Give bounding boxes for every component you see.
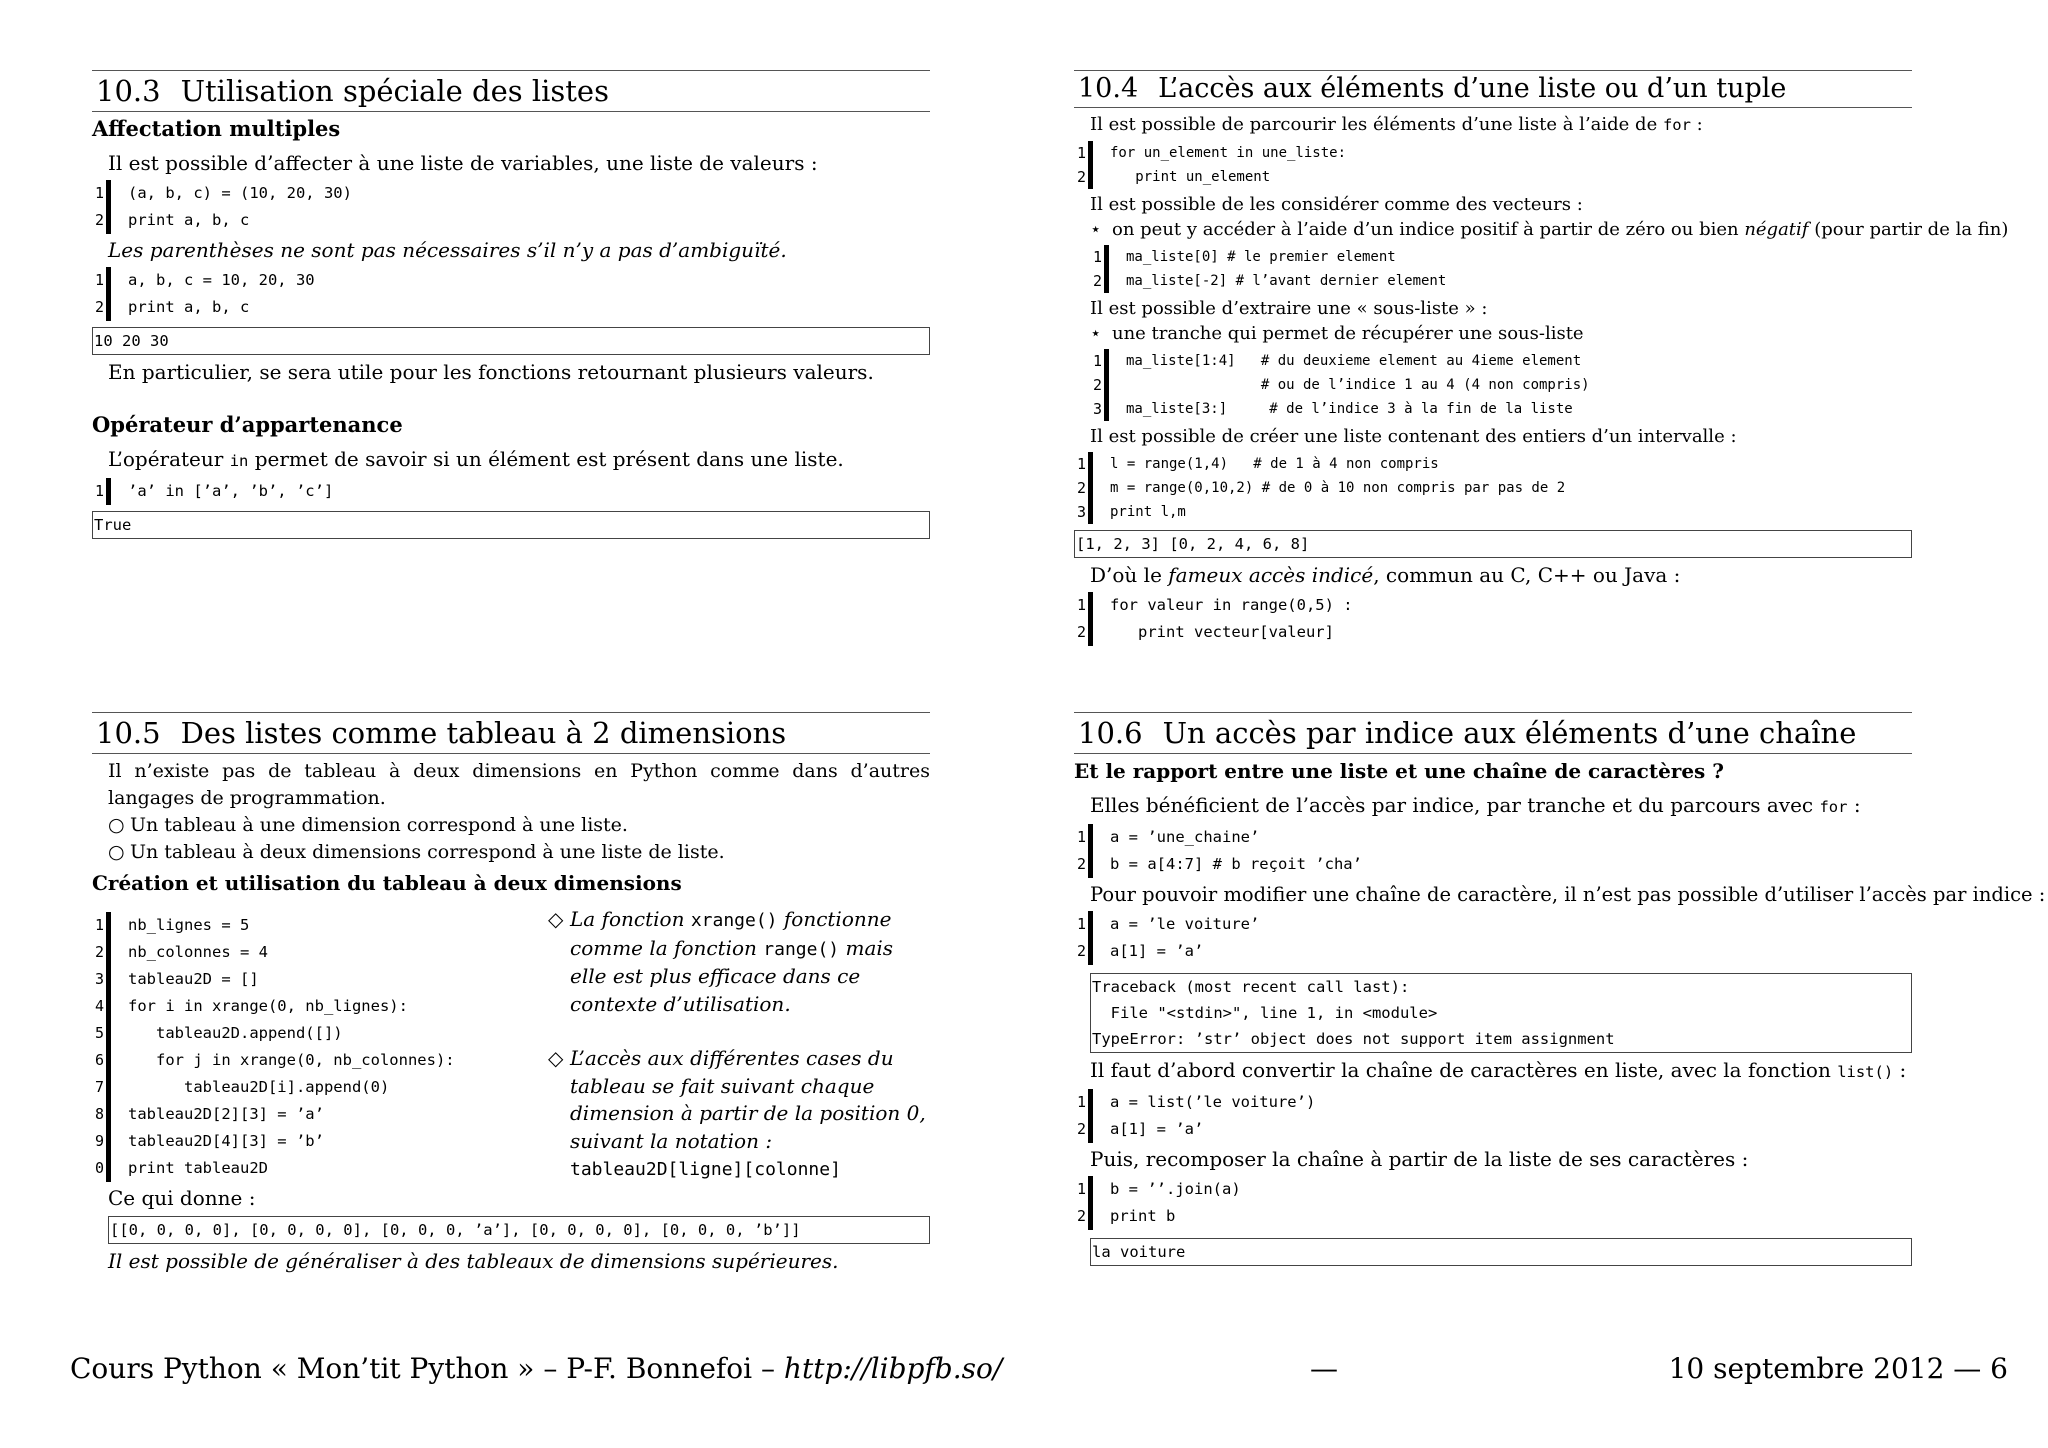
paragraph: Ce qui donne :	[108, 1186, 256, 1210]
code-line	[1076, 619, 1912, 646]
code-text: print b	[1110, 1207, 1176, 1225]
code-text: a[1] = ’a’	[1110, 1120, 1204, 1138]
code-gutter-bar	[1088, 619, 1093, 646]
code-gutter-bar	[1088, 141, 1093, 165]
bullet-item: ⋆ on peut y accéder à l’aide d’un indice positif à partir de zéro ou bien négatif (pour partir de la fin)	[1090, 219, 2009, 240]
diamond-icon: ◇	[548, 1046, 564, 1070]
code-line	[94, 294, 930, 321]
line-number: 2	[94, 211, 104, 229]
code-text: tableau2D.append([])	[128, 1024, 343, 1042]
line-number: 2	[1076, 623, 1086, 641]
code-line	[1076, 1176, 1912, 1203]
italic-note: Les parenthèses ne sont pas nécessaires s’il n’y a pas d’ambiguïté.	[108, 238, 787, 262]
code-line	[94, 267, 930, 294]
circle-bullet-icon: ○	[108, 841, 125, 863]
paragraph: Elles bénéficient de l’accès par indice, par tranche et du parcours avec for :	[1090, 793, 1861, 817]
code-gutter-bar	[106, 1020, 111, 1047]
code-text: for valeur in range(0,5) :	[1110, 596, 1353, 614]
line-number: 5	[94, 1024, 104, 1042]
code-gutter-bar	[1088, 938, 1093, 965]
code-gutter-bar	[1088, 1176, 1093, 1203]
code-line	[1076, 824, 1912, 851]
code-gutter-bar	[106, 294, 111, 321]
line-number: 4	[94, 997, 104, 1015]
code-line	[1076, 1116, 1912, 1143]
output-box: la voiture	[1090, 1238, 1912, 1266]
side-notes	[548, 906, 930, 1211]
line-number: 1	[1092, 352, 1102, 370]
paragraph: Puis, recomposer la chaîne à partir de la liste de ses caractères :	[1090, 1147, 1749, 1171]
code-line	[94, 1047, 526, 1074]
code-line	[1076, 165, 1912, 189]
code-line	[1076, 476, 1912, 500]
code-text: ma_liste[-2] # l’avant dernier element	[1126, 273, 1447, 289]
code-text: print tableau2D	[128, 1159, 268, 1177]
code-gutter-bar	[1104, 245, 1109, 269]
bullet-item: ⋆ une tranche qui permet de récupérer une sous-liste	[1090, 323, 1584, 344]
line-number: 3	[1092, 400, 1102, 418]
bullet-item: ○ Un tableau à deux dimensions correspond à une liste de liste.	[92, 839, 930, 866]
line-number: 1	[94, 271, 104, 289]
code-block	[1076, 1089, 1912, 1143]
section-title: 10.5 Des listes comme tableau à 2 dimensions	[92, 712, 930, 754]
code-text: a = ’une_chaine’	[1110, 828, 1260, 846]
code-block	[1076, 824, 1912, 878]
line-number: 2	[1092, 376, 1102, 394]
line-number: 0	[94, 1159, 104, 1177]
paragraph: D’où le fameux accès indicé, commun au C, C++ ou Java :	[1090, 563, 1681, 587]
section-10-4	[1074, 70, 2009, 649]
code-text: (a, b, c) = (10, 20, 30)	[128, 184, 352, 202]
line-number: 1	[1092, 248, 1102, 266]
code-block	[94, 912, 526, 1182]
code-gutter-bar	[106, 912, 111, 939]
line-number: 2	[94, 298, 104, 316]
italic-note: Il est possible de généraliser à des tableaux de dimensions supérieures.	[108, 1249, 839, 1273]
paragraph: Il est possible d’extraire une « sous-liste » :	[1090, 298, 1488, 319]
side-note: ◇ La fonction xrange() fonctionne comme la fonction range() mais elle est plus efficace dans ce contexte d’utilisation.	[548, 907, 894, 1016]
code-line	[94, 478, 930, 505]
code-line	[1092, 349, 1912, 373]
code-line	[1076, 1089, 1912, 1116]
code-text: ma_liste[1:4] # du deuxieme element au 4ieme element	[1126, 353, 1582, 369]
code-gutter-bar	[1088, 911, 1093, 938]
code-gutter-bar	[1088, 1203, 1093, 1230]
side-note: ◇ L’accès aux différentes cases du tableau se fait suivant chaque dimension à partir de la position 0, suivant la notation : tableau2D[ligne][colonne]	[548, 1046, 926, 1180]
code-line	[94, 1074, 526, 1101]
code-text: ma_liste[3:] # de l’indice 3 à la fin de la liste	[1126, 401, 1573, 417]
code-line	[1092, 397, 1912, 421]
code-gutter-bar	[1088, 824, 1093, 851]
code-text: a = ’le voiture’	[1110, 915, 1260, 933]
line-number: 1	[1076, 1093, 1086, 1111]
line-number: 6	[94, 1051, 104, 1069]
code-gutter-bar	[1104, 397, 1109, 421]
code-line	[94, 1155, 526, 1182]
section-title: 10.4 L’accès aux éléments d’une liste ou d’un tuple	[1074, 70, 1912, 108]
code-gutter-bar	[106, 478, 111, 505]
code-text: a, b, c = 10, 20, 30	[128, 271, 315, 289]
code-line	[1076, 592, 1912, 619]
line-number: 2	[1076, 479, 1086, 497]
code-block	[94, 267, 930, 321]
line-number: 2	[1076, 1207, 1086, 1225]
code-gutter-bar	[1088, 476, 1093, 500]
code-text: print a, b, c	[128, 298, 250, 316]
subheading-appartenance: Opérateur d’appartenance	[92, 412, 403, 437]
paragraph: Il n’existe pas de tableau à deux dimensions en Python comme dans d’autres langages de programmation.	[108, 760, 930, 809]
line-number: 1	[1076, 915, 1086, 933]
footer-link[interactable]: http://libpfb.so/	[783, 1352, 1003, 1385]
code-block	[1076, 141, 1912, 189]
code-text: for j in xrange(0, nb_colonnes):	[128, 1051, 455, 1069]
code-gutter-bar	[1104, 349, 1109, 373]
code-text: ’a’ in [’a’, ’b’, ’c’]	[128, 482, 334, 500]
paragraph: Il est possible d’affecter à une liste de variables, une liste de valeurs :	[108, 151, 818, 175]
line-number: 1	[1076, 1180, 1086, 1198]
subheading-rapport: Et le rapport entre une liste et une chaîne de caractères ?	[1074, 759, 1724, 783]
code-line	[94, 912, 526, 939]
code-text: m = range(0,10,2) # de 0 à 10 non compris par pas de 2	[1110, 480, 1566, 496]
code-block	[94, 180, 930, 234]
output-box: 10 20 30	[92, 327, 930, 355]
code-gutter-bar	[106, 180, 111, 207]
footer-left: Cours Python « Mon’tit Python » – P-F. Bonnefoi – http://libpfb.so/	[70, 1352, 1003, 1385]
output-box: True	[92, 511, 930, 539]
code-text: # ou de l’indice 1 au 4 (4 non compris)	[1126, 377, 1590, 393]
line-number: 1	[1076, 455, 1086, 473]
line-number: 1	[94, 916, 104, 934]
code-gutter-bar	[106, 267, 111, 294]
code-gutter-bar	[106, 939, 111, 966]
code-line	[94, 207, 930, 234]
code-text: l = range(1,4) # de 1 à 4 non compris	[1110, 456, 1439, 472]
code-gutter-bar	[1088, 851, 1093, 878]
code-line	[1076, 500, 1912, 524]
code-line	[94, 1128, 526, 1155]
diamond-icon: ◇	[548, 907, 564, 931]
code-gutter-bar	[1104, 269, 1109, 293]
code-block	[1076, 1176, 1912, 1230]
code-text: b = ’’.join(a)	[1110, 1180, 1241, 1198]
circle-bullet-icon: ○	[108, 814, 125, 836]
code-block	[1076, 452, 1912, 524]
code-block	[1076, 911, 1912, 965]
code-text: print un_element	[1110, 169, 1271, 185]
code-text: a = list(’le voiture’)	[1110, 1093, 1316, 1111]
code-text: a[1] = ’a’	[1110, 942, 1204, 960]
code-block	[94, 478, 930, 505]
code-gutter-bar	[1104, 373, 1109, 397]
code-gutter-bar	[106, 1128, 111, 1155]
code-line	[1076, 141, 1912, 165]
code-line	[94, 1101, 526, 1128]
code-gutter-bar	[106, 1155, 111, 1182]
code-gutter-bar	[106, 1101, 111, 1128]
code-text: b = a[4:7] # b reçoit ’cha’	[1110, 855, 1362, 873]
line-number: 3	[1076, 503, 1086, 521]
paragraph: En particulier, se sera utile pour les fonctions retournant plusieurs valeurs.	[108, 360, 874, 384]
paragraph: Il est possible de les considérer comme des vecteurs :	[1090, 194, 1583, 215]
section-10-3	[92, 70, 930, 543]
code-text: tableau2D[i].append(0)	[128, 1078, 390, 1096]
subheading-creation: Création et utilisation du tableau à deux dimensions	[92, 871, 682, 895]
code-line	[1076, 851, 1912, 878]
code-gutter-bar	[106, 966, 111, 993]
section-10-6	[1074, 712, 2046, 1270]
line-number: 1	[1076, 144, 1086, 162]
code-gutter-bar	[1088, 165, 1093, 189]
code-gutter-bar	[1088, 1116, 1093, 1143]
code-text: tableau2D = []	[128, 970, 259, 988]
line-number: 2	[1076, 168, 1086, 186]
code-line	[1076, 452, 1912, 476]
line-number: 1	[1076, 828, 1086, 846]
code-line	[1092, 373, 1912, 397]
paragraph: Il est possible de parcourir les éléments d’une liste à l’aide de for :	[1090, 114, 1703, 135]
line-number: 1	[94, 482, 104, 500]
code-line	[94, 939, 526, 966]
paragraph: Il faut d’abord convertir la chaîne de caractères en liste, avec la fonction list() :	[1090, 1058, 1907, 1082]
code-block	[1092, 349, 1912, 421]
output-box: Traceback (most recent call last): File "<stdin>", line 1, in <module> TypeError: ’str’ object does not support item assignment	[1090, 973, 1912, 1053]
section-title: 10.6 Un accès par indice aux éléments d’une chaîne	[1074, 712, 1912, 754]
code-gutter-bar	[106, 993, 111, 1020]
code-gutter-bar	[106, 1074, 111, 1101]
code-block	[1076, 592, 1912, 646]
footer-center: —	[1310, 1352, 1338, 1385]
section-title: 10.3 Utilisation spéciale des listes	[92, 70, 930, 112]
code-line	[94, 966, 526, 993]
line-number: 2	[1076, 1120, 1086, 1138]
subheading-affectation: Affectation multiples	[92, 116, 341, 141]
line-number: 3	[94, 970, 104, 988]
code-text: print a, b, c	[128, 211, 250, 229]
code-text: tableau2D[2][3] = ’a’	[128, 1105, 324, 1123]
code-gutter-bar	[1088, 452, 1093, 476]
code-block	[1092, 245, 1912, 293]
output-box: [1, 2, 3] [0, 2, 4, 6, 8]	[1074, 530, 1912, 558]
code-gutter-bar	[106, 1047, 111, 1074]
code-text: for un_element in une_liste:	[1110, 145, 1347, 161]
paragraph: Il est possible de créer une liste contenant des entiers d’un intervalle :	[1090, 426, 1737, 447]
code-line	[1076, 938, 1912, 965]
code-line	[94, 180, 930, 207]
code-text: tableau2D[4][3] = ’b’	[128, 1132, 324, 1150]
code-gutter-bar	[1088, 1089, 1093, 1116]
star-icon: ⋆	[1090, 219, 1102, 240]
line-number: 2	[1092, 272, 1102, 290]
code-text: print l,m	[1110, 504, 1186, 520]
output-box: [[0, 0, 0, 0], [0, 0, 0, 0], [0, 0, 0, ’a’], [0, 0, 0, 0], [0, 0, 0, ’b’]]	[108, 1216, 930, 1244]
code-text: nb_colonnes = 4	[128, 943, 268, 961]
code-text: for i in xrange(0, nb_lignes):	[128, 997, 408, 1015]
bullet-item: ○ Un tableau à une dimension correspond à une liste.	[92, 812, 930, 839]
line-number: 9	[94, 1132, 104, 1150]
footer-right: 10 septembre 2012 — 6	[1668, 1352, 2008, 1385]
line-number: 1	[94, 184, 104, 202]
paragraph: L’opérateur in permet de savoir si un élément est présent dans une liste.	[108, 447, 844, 471]
code-line	[94, 1020, 526, 1047]
code-line	[1076, 911, 1912, 938]
code-line	[1092, 269, 1912, 293]
code-line	[1092, 245, 1912, 269]
line-number: 8	[94, 1105, 104, 1123]
line-number: 7	[94, 1078, 104, 1096]
code-text: ma_liste[0] # le premier element	[1126, 249, 1396, 265]
code-text: print vecteur[valeur]	[1110, 623, 1334, 641]
line-number: 2	[1076, 942, 1086, 960]
code-gutter-bar	[106, 207, 111, 234]
code-line	[94, 993, 526, 1020]
line-number: 1	[1076, 596, 1086, 614]
line-number: 2	[94, 943, 104, 961]
code-gutter-bar	[1088, 500, 1093, 524]
star-icon: ⋆	[1090, 323, 1102, 344]
code-text: nb_lignes = 5	[128, 916, 250, 934]
paragraph: Pour pouvoir modifier une chaîne de caractère, il n’est pas possible d’utiliser l’accès par indice :	[1090, 883, 2046, 906]
code-line	[1076, 1203, 1912, 1230]
code-gutter-bar	[1088, 592, 1093, 619]
line-number: 2	[1076, 855, 1086, 873]
